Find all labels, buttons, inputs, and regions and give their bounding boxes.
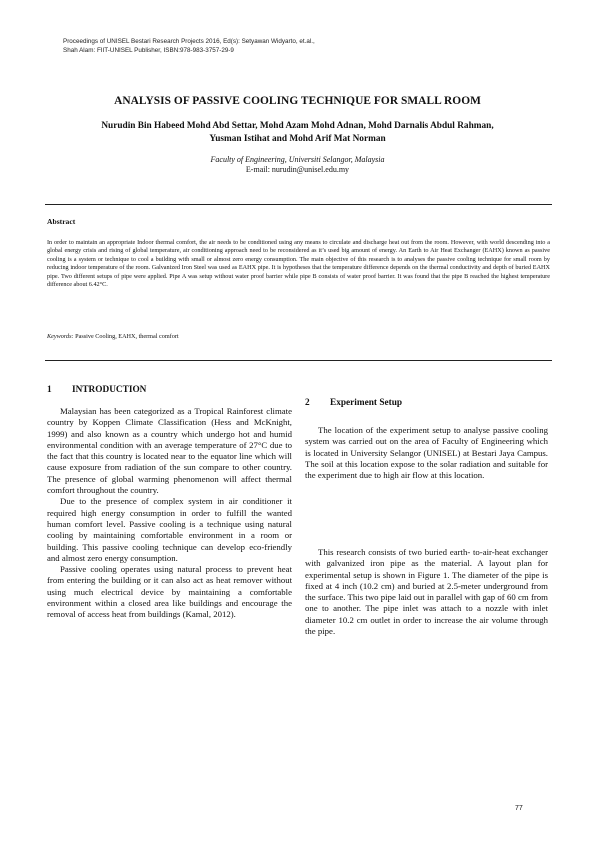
abstract-heading: Abstract (47, 217, 76, 226)
intro-paragraph-1: Malaysian has been categorized as a Tropical Rainforest climate country by Koppen Climate Classification (Hess and McKnight, 1999) and also known as a country which undergo hot and humid environmental condition with an average temperature of 27°C due to the fact that this country is located near to the equator line which will cause exposure from radiation of the sun compare to other country. The presence of global warming phenomenon will affect thermal comfort throughout the country. (47, 406, 292, 496)
abstract-bottom-rule (45, 360, 552, 361)
left-column-text (47, 406, 292, 621)
contact-email: E-mail: nurudin@unisel.edu.my (245, 165, 350, 174)
author-list: Nurudin Bin Habeed Mohd Abd Settar, Mohd Azam Mohd Adnan, Mohd Darnalis Abdul Rahman, Yusman Istihat and Mohd Arif Mat Norman (101, 121, 494, 144)
abstract-body: In order to maintain an appropriate Indoor thermal comfort, the air needs to be conditioned using any means to circulate and discharge heat out from the room. However, with world descending into a global energy crisis and rising of global temperature, air conditioning approach need to be reconsidered as it’s used big amount of energy. An Earth to Air Heat Exchanger (EAHX) known as passive cooling is a system or technique to cool a building with small or almost zero energy consumption. The main objective of this research is to analyses the passive cooling technique for small room by reducing indoor temperature of the room. Galvanized Iron Steel was used as EAHX pipe. It is hypotheses that the temperature difference depends on the thermal conductivity and depth of buried EAHX pipe. Two different setups of pipe were applied. Pipe A was setup without water proof barrier while pipe B consists of water proof barrier. It was found that the pipe B reached the highest temperature difference about 6.42°C. (47, 239, 550, 289)
keywords-list: Passive Cooling, EAHX, thermal comfort (73, 333, 179, 340)
experiment-paragraph-2-block (305, 547, 548, 637)
running-header-line-1: Proceedings of UNISEL Bestari Research Projects 2016, Ed(s): Setyawan Widyarto, et.al., (63, 38, 315, 45)
section-2-title: Experiment Setup (330, 398, 403, 408)
abstract-top-rule (45, 204, 552, 205)
experiment-paragraph-1-block (305, 425, 548, 481)
affiliation: Faculty of Engineering, Universiti Selangor, Malaysia (210, 155, 385, 164)
section-1-title: INTRODUCTION (72, 385, 147, 395)
keywords-label: Keywords: (47, 333, 74, 340)
experiment-paragraph-2: This research consists of two buried earth- to-air-heat exchanger with galvanized iron pipe as the material. A layout plan for experimental setup is shown in Figure 1. The diameter of the pipe is fixed at 4 inch (10.2 cm) and buried at 2.5-meter underground from the surface. This two pipe laid out in parallel with gap of 60 cm from one to another. The pipe inlet was attach to a nozzle with inlet diameter 10.2 cm outlet in order to increase the air volume through the pipe. (305, 547, 548, 637)
experiment-paragraph-1: The location of the experiment setup to analyse passive cooling system was carried out on the area of Faculty of Engineering which is located in University Selangor (UNISEL) at Bestari Jaya Campus. The soil at this location expose to the solar radiation and suitable for the experiment due to high air flow at this location. (305, 425, 548, 481)
section-1-number: 1 (47, 385, 52, 395)
keywords-line (47, 333, 179, 340)
paper-title: ANALYSIS OF PASSIVE COOLING TECHNIQUE FOR SMALL ROOM (114, 95, 481, 107)
intro-paragraph-3: Passive cooling operates using natural process to prevent heat from entering the building or it can also act as heat remover without using much electrical device by maintaining a comfortable environment within a closed area like buildings and encourage the removal of access heat from buildings (Kamal, 2012). (47, 564, 292, 620)
page-number: 77 (515, 805, 523, 812)
section-1-heading (47, 385, 146, 395)
intro-paragraph-2: Due to the presence of complex system in air conditioner it required high energy consumption in order to fulfill the wanted human comfort level. Passive cooling is a technique using natural cooling by maintaining comfortable environment in a room or building. This passive cooling technique can develop eco-friendly and almost zero energy consumption. (47, 496, 292, 563)
running-header-line-2: Shah Alam: FIIT-UNISEL Publisher, ISBN:978-983-3757-29-9 (63, 47, 234, 54)
section-2-heading (305, 398, 402, 408)
section-2-number: 2 (305, 398, 310, 408)
